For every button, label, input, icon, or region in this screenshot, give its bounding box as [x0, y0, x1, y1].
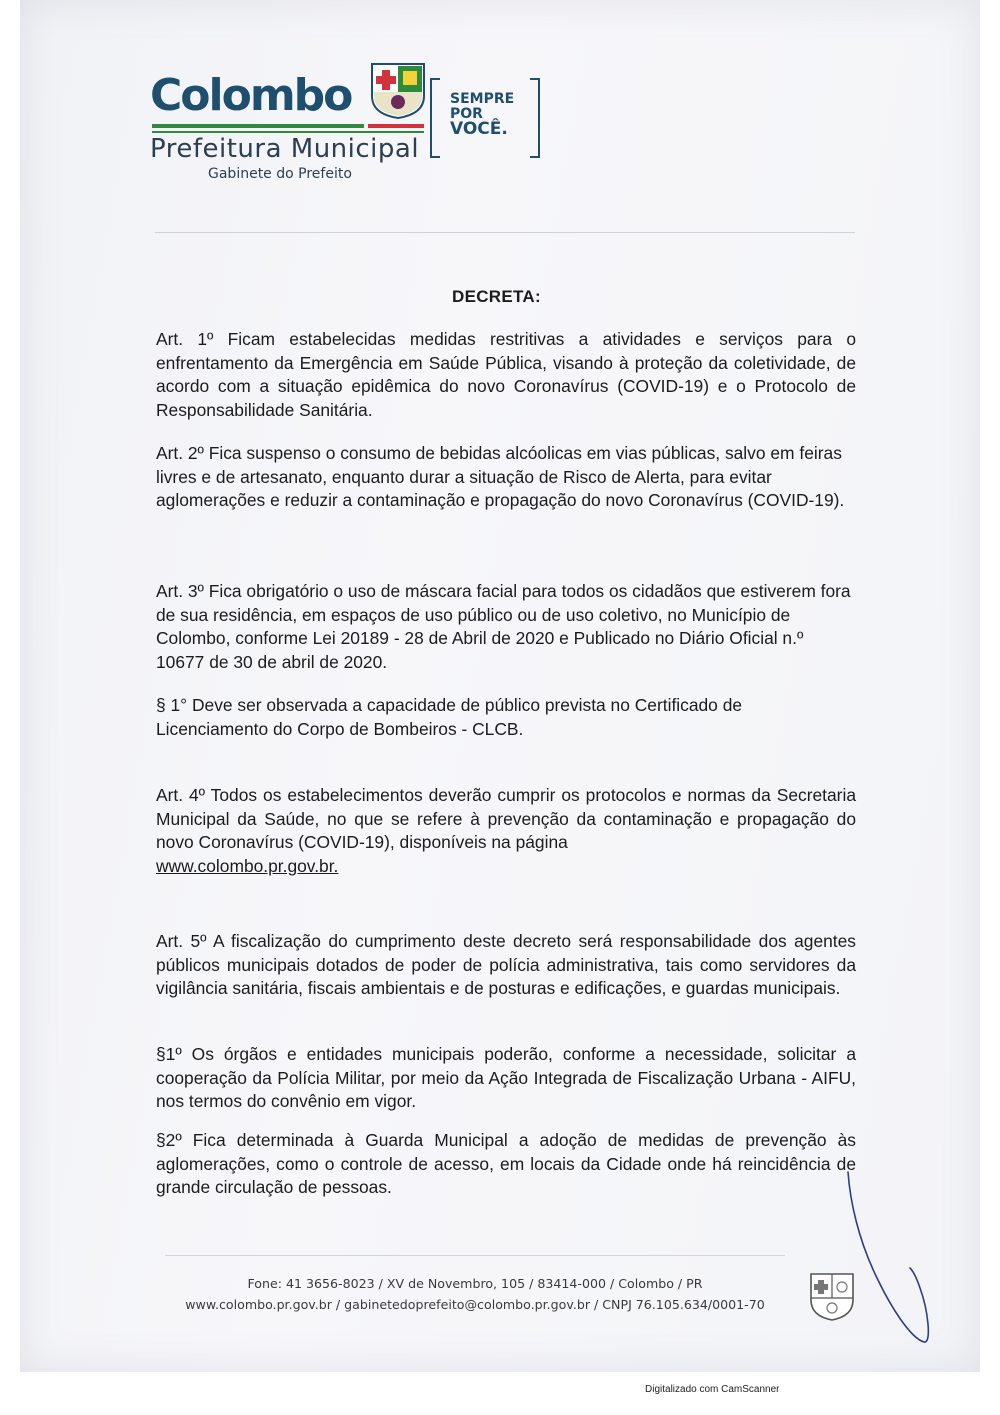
slogan-text: [450, 92, 530, 137]
logo-underline-red: [368, 124, 424, 128]
decree-heading: DECRETA:: [452, 287, 541, 306]
article-4: Art. 4º Todos os estabelecimentos deverão cumprir os protocolos e normas da Secretaria Municipal da Saúde, no que se refere à prevenção da contaminação e propagação do novo Coronavírus (COVID-19), disponíveis na página: [156, 785, 856, 852]
slogan-box: [430, 78, 540, 154]
scanner-watermark: Digitalizado com CamScanner: [645, 1384, 780, 1395]
logo-subtitle: Prefeitura Municipal: [150, 134, 420, 164]
slogan-line-1: SEMPRE: [450, 91, 515, 107]
article-4-block: [156, 784, 856, 878]
footer-divider: [165, 1255, 785, 1256]
footer-web: www.colombo.pr.gov.br / gabinetedoprefeito@colombo.pr.gov.br / CNPJ 76.105.634/0001-70: [185, 1297, 765, 1312]
article-3: Art. 3º Fica obrigatório o uso de máscara facial para todos os cidadãos que estiverem fora de sua residência, em espaços de uso público ou de uso coletivo, no Município de Colombo, conforme Lei 20189 - 28 de Abril de 2020 e Publicado no Diário Oficial n.º 10677 de 30 de abril de 2020.: [156, 581, 851, 672]
footer-contact: Fone: 41 3656-8023 / XV de Novembro, 105 / 83414-000 / Colombo / PR: [247, 1276, 703, 1291]
slogan-line-3: VOCÊ.: [450, 119, 508, 139]
article-1: Art. 1º Ficam estabelecidas medidas restritivas a atividades e serviços para o enfrentamento da Emergência em Saúde Pública, visando à proteção da coletividade, de acordo com a situação epidêmica do novo Coronavírus (COVID-19) e o Protocolo de Responsabilidade Sanitária.: [156, 329, 856, 420]
article-3-paragraph-1: § 1° Deve ser observada a capacidade de público prevista no Certificado de Licenciamento do Corpo de Bombeiros - CLCB.: [156, 695, 743, 739]
coat-of-arms-icon: [370, 62, 426, 120]
article-5-paragraph-2: §2º Fica determinada à Guarda Municipal a adoção de medidas de prevenção às aglomerações, como o controle de acesso, em locais da Cidade onde há reincidência de grande circulação de pessoas.: [156, 1130, 856, 1197]
handwritten-signature: [820, 1170, 940, 1350]
logo-underline-green: [152, 124, 364, 128]
article-5-paragraph-1: §1º Os órgãos e entidades municipais poderão, conforme a necessidade, solicitar a cooperação da Polícia Militar, por meio da Ação Integrada de Fiscalização Urbana - AIFU, nos termos do convênio em vigor.: [156, 1044, 856, 1111]
website-link[interactable]: www.colombo.pr.gov.br.: [156, 855, 339, 876]
slogan-line-2: POR: [450, 106, 483, 122]
slogan-bracket-right: [530, 78, 540, 158]
article-5: Art. 5º A fiscalização do cumprimento deste decreto será responsabilidade dos agentes públicos municipais dotados de poder de polícia administrativa, tais como servidores da vigilância sanitária, fiscais ambientais e de posturas e edificações, e guardas municipais.: [156, 931, 856, 998]
article-2: Art. 2º Fica suspenso o consumo de bebidas alcóolicas em vias públicas, salvo em feiras livres e de artesanato, enquanto durar a situação de Risco de Alerta, para evitar aglomerações e reduzir a contaminação e propagação do novo Coronavírus (COVID-19).: [156, 443, 845, 510]
logo-office: Gabinete do Prefeito: [208, 166, 352, 182]
logo-wordmark: Colombo: [150, 70, 352, 121]
footer-coat-of-arms-icon: [809, 1272, 855, 1322]
header-divider: [155, 232, 855, 233]
slogan-bracket-left: [430, 78, 440, 158]
logo-underline-thin: [152, 131, 424, 133]
